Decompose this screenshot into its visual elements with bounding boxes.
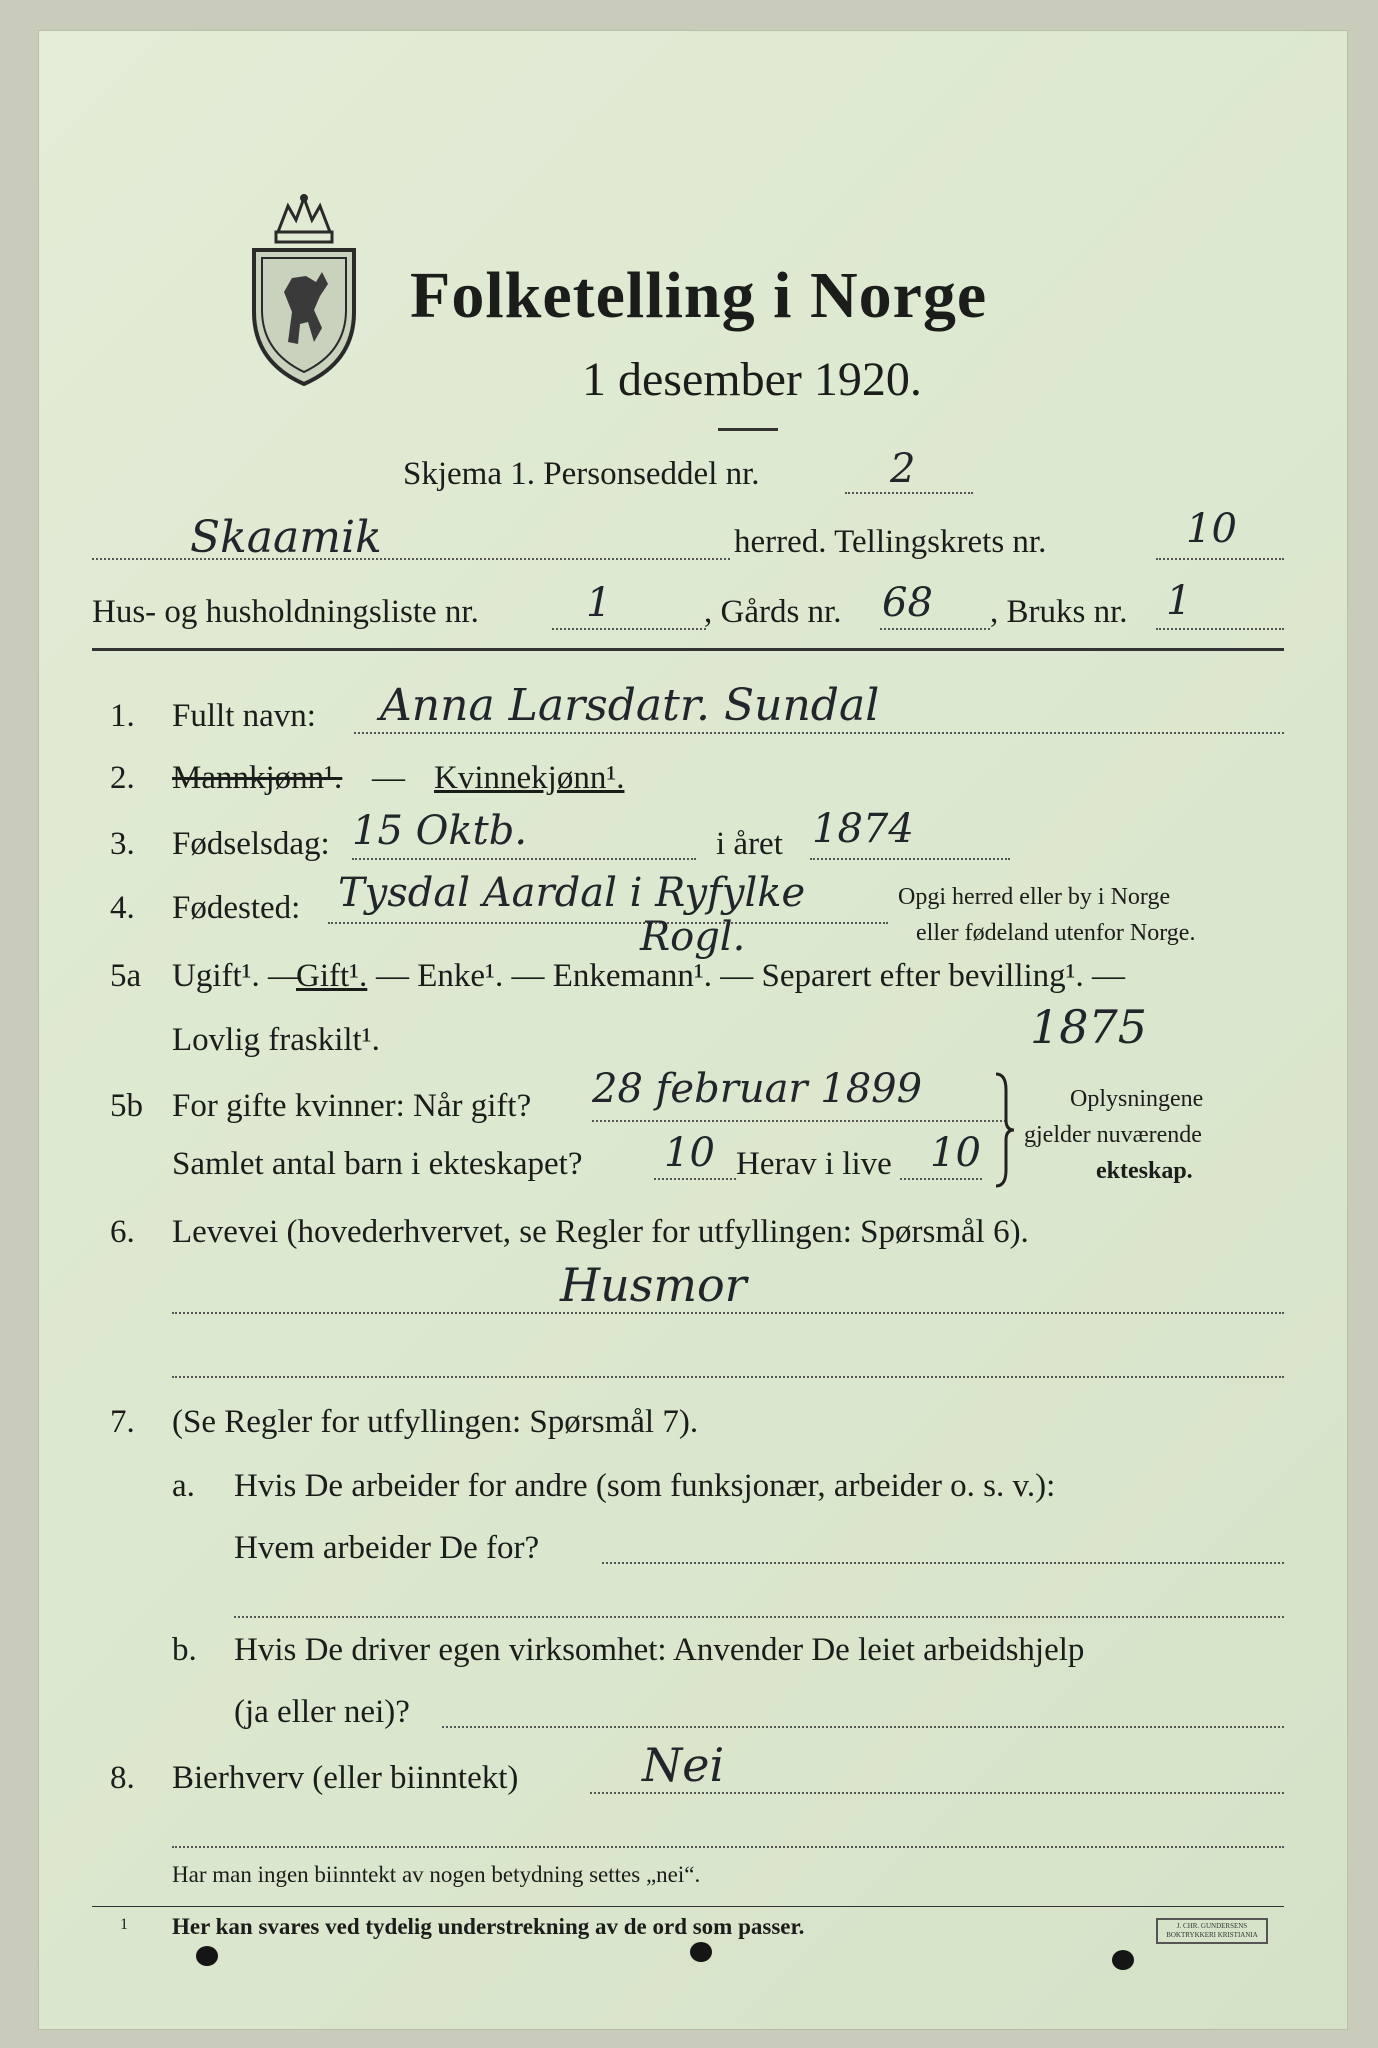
alive-value: 10 <box>930 1130 981 1176</box>
birth-year-field[interactable] <box>810 858 1010 860</box>
q3-label: Fødselsdag: <box>172 826 330 862</box>
q6-label: Levevei (hovederhvervet, se Regler for utfyllingen: Spørsmål 6). <box>172 1214 1029 1250</box>
herred-field[interactable] <box>92 558 730 560</box>
footer-note: Har man ingen biinntekt av nogen betydning settes „nei“. <box>172 1862 701 1887</box>
form-title: Folketelling i Norge <box>410 259 988 332</box>
occupation-field[interactable] <box>172 1312 1284 1314</box>
birthplace-value: Tysdal Aardal i Ryfylke <box>338 870 806 916</box>
hus-value: 1 <box>586 580 612 626</box>
herred-value: Skaamik <box>190 512 382 563</box>
gender-separator: — <box>372 760 405 796</box>
birthplace-field[interactable] <box>328 922 888 924</box>
q4-label: Fødested: <box>172 890 301 926</box>
q7b-letter: b. <box>172 1632 197 1668</box>
birth-year-value: 1874 <box>812 806 914 852</box>
marital-gift-option[interactable]: Gift¹. <box>296 958 368 994</box>
birthday-value: 15 Oktb. <box>352 808 528 854</box>
side-income-field[interactable] <box>590 1792 1284 1794</box>
children-field[interactable] <box>654 1178 736 1180</box>
coat-of-arms-icon <box>248 192 360 388</box>
census-date: 1 desember 1920. <box>582 353 922 406</box>
q1-label: Fullt navn: <box>172 698 316 734</box>
birthplace-note-1: Opgi herred eller by i Norge <box>898 884 1171 910</box>
occupation-field-2[interactable] <box>172 1376 1284 1378</box>
birthplace-value-2: Rogl. <box>640 914 746 960</box>
marriage-note-3: ekteskap. <box>1096 1158 1193 1184</box>
q7b-text-2: (ja eller nei)? <box>234 1694 410 1730</box>
birthday-field[interactable] <box>352 858 696 860</box>
marriage-date-value: 28 februar 1899 <box>592 1066 923 1112</box>
punch-hole-center <box>690 1942 712 1962</box>
bruks-value: 1 <box>1166 578 1192 624</box>
punch-hole-left <box>196 1946 218 1966</box>
gender-male-option[interactable]: Mannkjønn¹. <box>172 760 343 796</box>
section-divider <box>92 648 1284 651</box>
q8-label: Bierhverv (eller biinntekt) <box>172 1760 519 1796</box>
employer-field[interactable] <box>602 1562 1284 1564</box>
children-value: 10 <box>664 1130 715 1176</box>
q6-number: 6. <box>110 1214 135 1250</box>
q8-number: 8. <box>110 1760 135 1796</box>
birth-year-label: i året <box>716 826 783 862</box>
brace-icon <box>992 1070 1018 1190</box>
q2-number: 2. <box>110 760 135 796</box>
q5b-label: For gifte kvinner: Når gift? <box>172 1088 532 1124</box>
occupation-value: Husmor <box>560 1258 747 1312</box>
q7-label: (Se Regler for utfyllingen: Spørsmål 7). <box>172 1404 699 1440</box>
bruks-field[interactable] <box>1156 628 1284 630</box>
marital-ugift-option[interactable]: Ugift¹. — <box>172 958 302 994</box>
marriage-note-2: gjelder nuværende <box>1024 1122 1202 1148</box>
alive-field[interactable] <box>900 1178 982 1180</box>
alive-label: Herav i live <box>736 1146 892 1182</box>
q5a-number: 5a <box>110 958 142 994</box>
marital-year-note: 1875 <box>1030 1000 1148 1054</box>
footer-divider <box>92 1906 1284 1907</box>
title-divider <box>718 428 778 431</box>
gender-female-option[interactable]: Kvinnekjønn¹. <box>434 760 625 796</box>
footnote-text: Her kan svares ved tydelig understrekning av de ord som passer. <box>172 1914 805 1939</box>
q7b-text-1: Hvis De driver egen virksomhet: Anvender De leiet arbeidshjelp <box>234 1632 1085 1668</box>
punch-hole-right <box>1112 1950 1134 1970</box>
footnote-mark: 1 <box>120 1916 128 1933</box>
skjema-label: Skjema 1. Personseddel nr. <box>403 456 760 492</box>
q7a-text-2: Hvem arbeider De for? <box>234 1530 540 1566</box>
personseddel-field[interactable] <box>845 492 973 494</box>
q7a-letter: a. <box>172 1468 195 1504</box>
marital-other-options[interactable]: — Enke¹. — Enkemann¹. — Separert efter bevilling¹. — <box>376 958 1126 994</box>
hus-label: Hus- og husholdningsliste nr. <box>92 594 479 630</box>
children-label: Samlet antal barn i ekteskapet? <box>172 1146 583 1182</box>
personseddel-value: 2 <box>890 446 916 492</box>
herred-label: herred. Tellingskrets nr. <box>734 524 1047 560</box>
gards-label: , Gårds nr. <box>704 594 842 630</box>
marriage-date-field[interactable] <box>592 1120 1006 1122</box>
hired-help-field[interactable] <box>442 1726 1284 1728</box>
hus-field[interactable] <box>552 628 706 630</box>
side-income-value: Nei <box>642 1738 725 1792</box>
q5b-number: 5b <box>110 1088 143 1124</box>
full-name-field[interactable] <box>354 732 1284 734</box>
employer-field-2[interactable] <box>234 1616 1284 1618</box>
gards-value: 68 <box>882 580 933 626</box>
q7-number: 7. <box>110 1404 135 1440</box>
bruks-label: , Bruks nr. <box>990 594 1128 630</box>
q4-number: 4. <box>110 890 135 926</box>
birthplace-note-2: eller fødeland utenfor Norge. <box>916 920 1196 946</box>
gards-field[interactable] <box>880 628 990 630</box>
q3-number: 3. <box>110 826 135 862</box>
full-name-value: Anna Larsdatr. Sundal <box>380 680 880 731</box>
marriage-note-1: Oplysningene <box>1070 1086 1204 1112</box>
printer-stamp: J. CHR. GUNDERSENS BOKTRYKKERI KRISTIANIA <box>1156 1918 1268 1944</box>
tellingskrets-field[interactable] <box>1156 558 1284 560</box>
q7a-text-1: Hvis De arbeider for andre (som funksjonær, arbeider o. s. v.): <box>234 1468 1056 1504</box>
tellingskrets-value: 10 <box>1186 506 1237 552</box>
q1-number: 1. <box>110 698 135 734</box>
side-income-field-2[interactable] <box>172 1846 1284 1848</box>
marital-fraskilt-option[interactable]: Lovlig fraskilt¹. <box>172 1022 380 1058</box>
